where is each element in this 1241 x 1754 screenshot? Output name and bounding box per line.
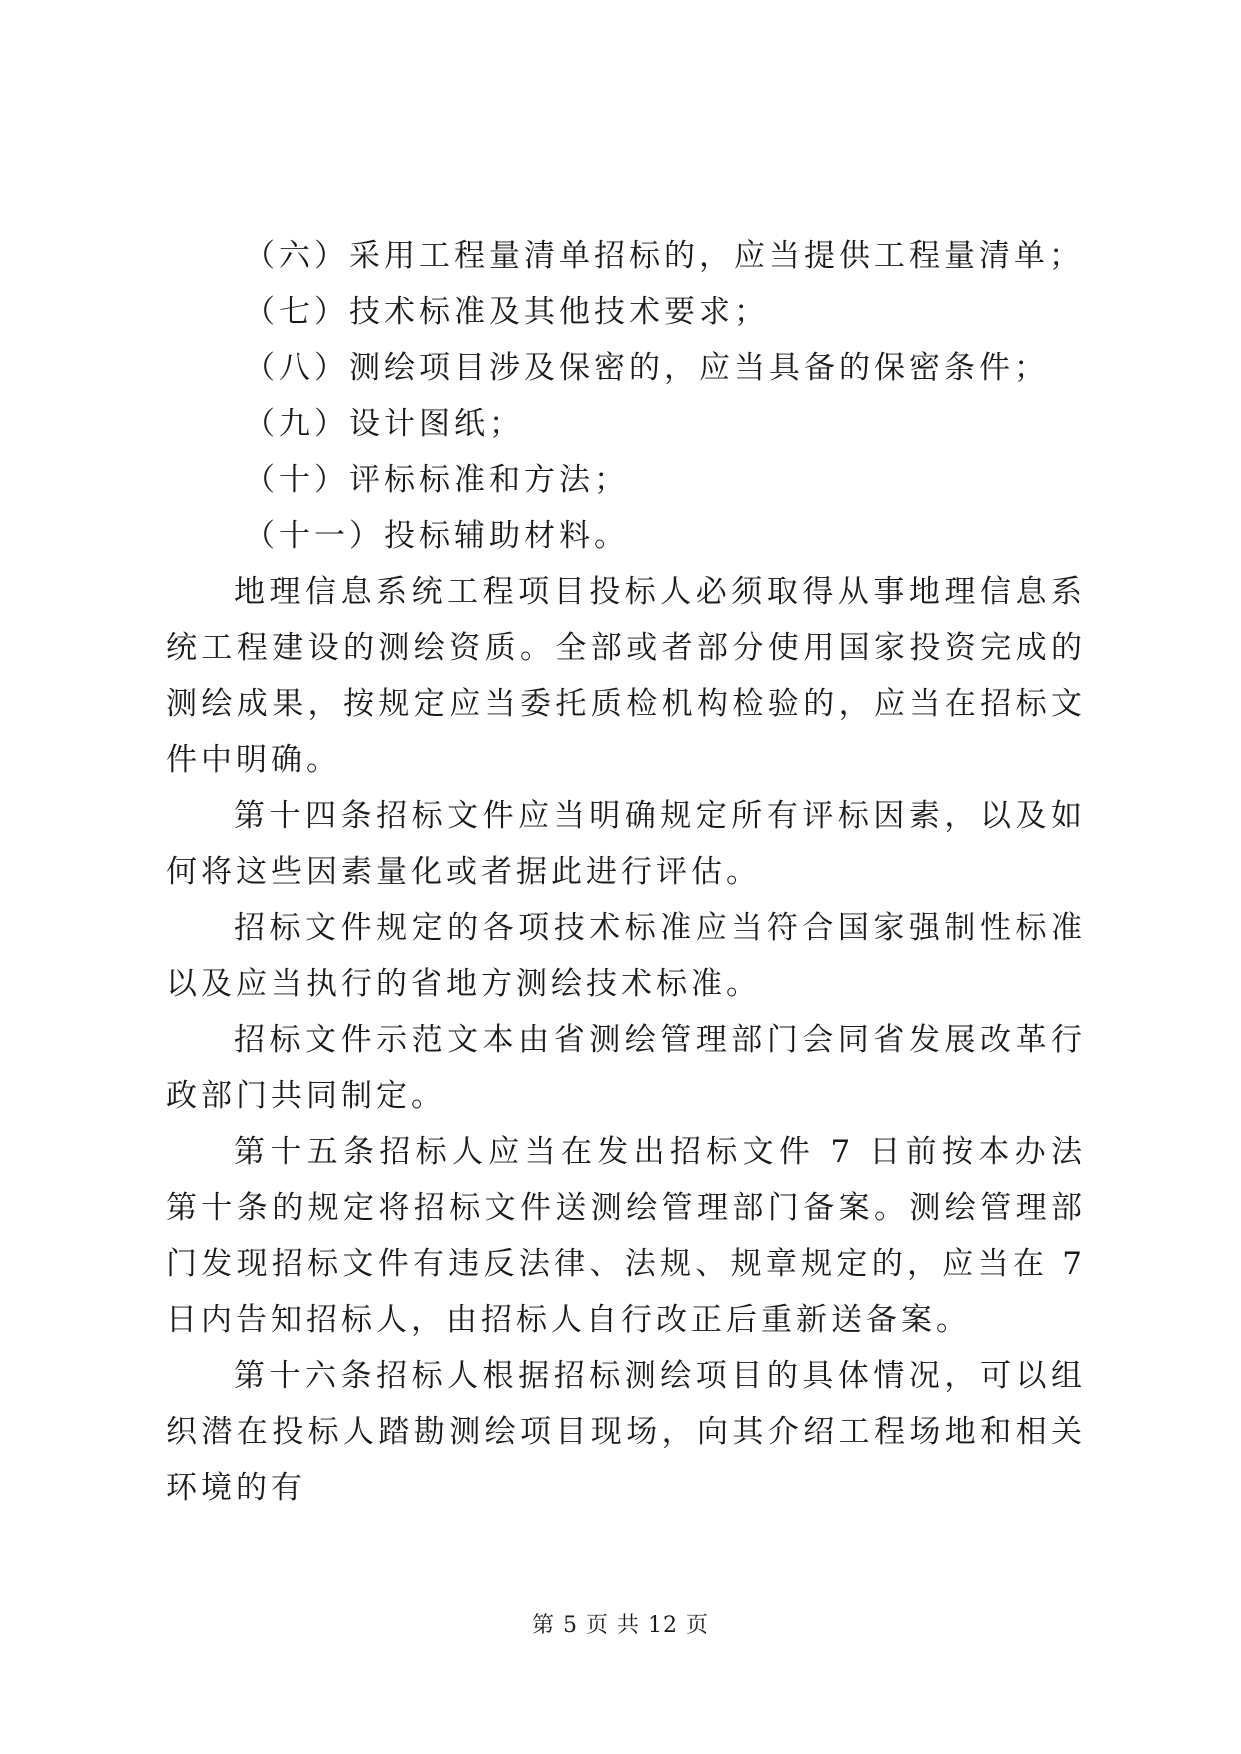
list-item-8: （八）测绘项目涉及保密的，应当具备的保密条件； [244, 350, 1049, 386]
paragraph-gis-qualification: 地理信息系统工程项目投标人必须取得从事地理信息系统工程建设的测绘资质。全部或者部分使用国家投资完成的测绘成果，按规定应当委托质检机构检验的，应当在招标文件中明确。 [166, 574, 1086, 778]
list-item-7: （七）技术标准及其他技术要求； [244, 294, 769, 330]
paragraph-article-15: 第十五条招标人应当在发出招标文件 7 日前按本办法第十条的规定将招标文件送测绘管理部门备案。测绘管理部门发现招标文件有违反法律、法规、规章规定的，应当在 7 日内告知招标人，由招标人自行改正后重新送备案。 [166, 1134, 1086, 1338]
paragraph-model-text: 招标文件示范文本由省测绘管理部门会同省发展改革行政部门共同制定。 [166, 1022, 1086, 1114]
paragraph-technical-standards: 招标文件规定的各项技术标准应当符合国家强制性标准以及应当执行的省地方测绘技术标准。 [166, 910, 1086, 1002]
list-item-6: （六）采用工程量清单招标的，应当提供工程量清单； [244, 238, 1084, 274]
list-item-10: （十）评标标准和方法； [244, 462, 629, 498]
paragraph-article-14: 第十四条招标文件应当明确规定所有评标因素，以及如何将这些因素量化或者据此进行评估。 [166, 798, 1086, 890]
list-item-9: （九）设计图纸； [244, 406, 524, 442]
page-number-footer: 第 5 页 共 12 页 [532, 1613, 709, 1638]
list-item-11: （十一）投标辅助材料。 [244, 518, 629, 554]
document-body [166, 228, 1086, 1516]
paragraph-article-16: 第十六条招标人根据招标测绘项目的具体情况，可以组织潜在投标人踏勘测绘项目现场，向其介绍工程场地和相关环境的有 [166, 1358, 1086, 1506]
